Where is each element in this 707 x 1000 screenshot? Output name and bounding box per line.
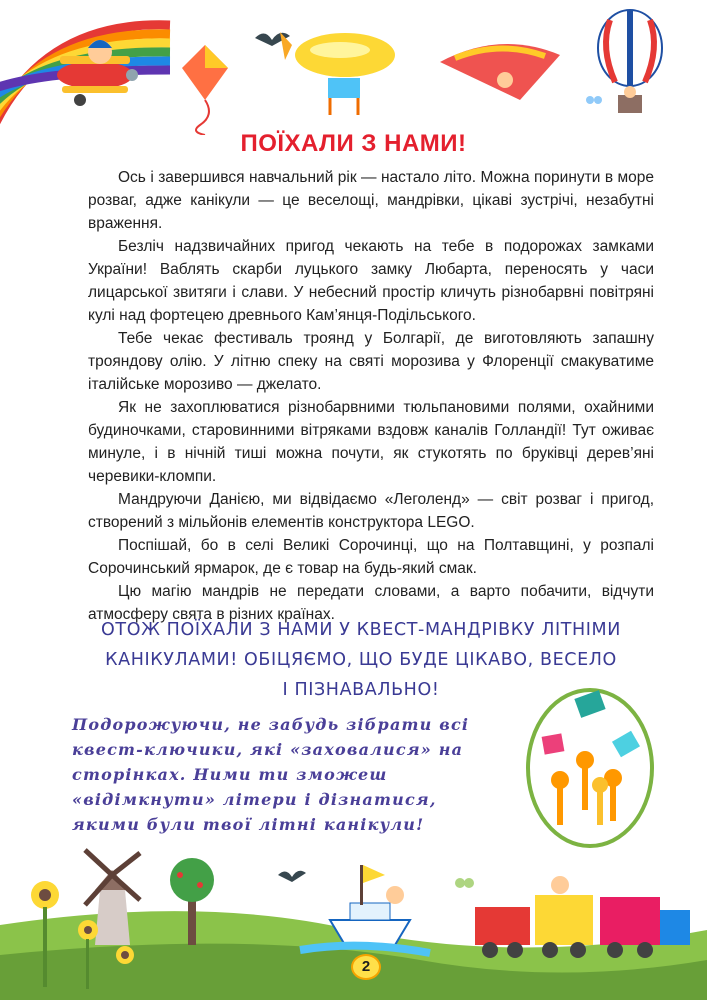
note-line: сторінках. Ними ти зможеш <box>72 765 388 784</box>
paragraph: Тебе чекає фестиваль троянд у Болгарії, де виготовляють запашну трояндову олію. У літню спеку на святі морозива у Флоренції смакуватиме італійське морозиво — джелато. <box>88 330 654 393</box>
call-to-action-line: І ПІЗНАВАЛЬНО! <box>282 680 440 700</box>
note-line: якими були твої літні канікули! <box>72 815 425 834</box>
note-line: квест-ключики, які «заховалися» на <box>72 740 464 759</box>
call-to-action-line: ОТОЖ ПОЇХАЛИ З НАМИ У КВЕСТ-МАНДРІВКУ ЛІТНІМИ <box>101 620 621 640</box>
paragraph: Цю магію мандрів не передати словами, а варто побачити, відчути атмосферу свята в різних країнах. <box>88 583 654 623</box>
hot-air-balloon-icon <box>598 10 662 113</box>
paragraph: Як не захоплюватися різнобарвними тюльпановими полями, охайними будиночками, старовинними вітряками вздовж каналів Голландії! Тут оживає минуле, і в нічній тиші можна почути, як стукотять по бруківці дерев’яні черевики-кломпи. <box>88 399 654 485</box>
instruction-note <box>72 712 482 837</box>
hang-glider-icon <box>440 44 560 100</box>
note-line: Подорожуючи, не забудь зібрати всі <box>72 715 470 734</box>
yellow-blimp-icon <box>280 32 395 115</box>
article-body <box>88 166 654 626</box>
butterfly-icon <box>455 878 474 888</box>
page-number: 2 <box>351 954 381 980</box>
call-to-action-line: КАНІКУЛАМИ! ОБІЦЯЄМО, ЩО БУДЕ ЦІКАВО, ВЕСЕЛО <box>105 650 617 670</box>
note-line: «відімкнути» літери і дізнатися, <box>72 790 437 809</box>
swallow-bird-icon <box>278 871 306 882</box>
paragraph: Безліч надзвичайних пригод чекають на тебе в подорожах замками України! Ваблять скарби луцького замку Любарта, переносять у часи лицарської звитяги і слави. У небесний простір кличуть різнобарвні повітряні кулі над фортецею древнього Кам’янця-Подільського. <box>88 238 654 324</box>
header-illustration <box>0 0 707 135</box>
paragraph: Поспішай, бо в селі Великі Сорочинці, що на Полтавщині, у розпалі Сорочинський ярмарок, де є товар на будь-який смак. <box>88 537 654 577</box>
kite-icon <box>182 45 228 135</box>
page-title: ПОЇХАЛИ З НАМИ! <box>240 130 467 157</box>
butterfly-icon <box>586 96 602 104</box>
paragraph: Ось і завершився навчальний рік — настало літо. Можна поринути в море розваг, адже канікули — це веселощі, мандрівки, цікаві зустрічі, незабутні враження. <box>88 169 654 232</box>
keys-ring-icon <box>515 680 665 850</box>
paragraph: Мандруючи Данією, ми відвідаємо «Леголенд» — світ розваг і пригод, створений з мільйонів елементів конструктора LEGO. <box>88 491 654 531</box>
